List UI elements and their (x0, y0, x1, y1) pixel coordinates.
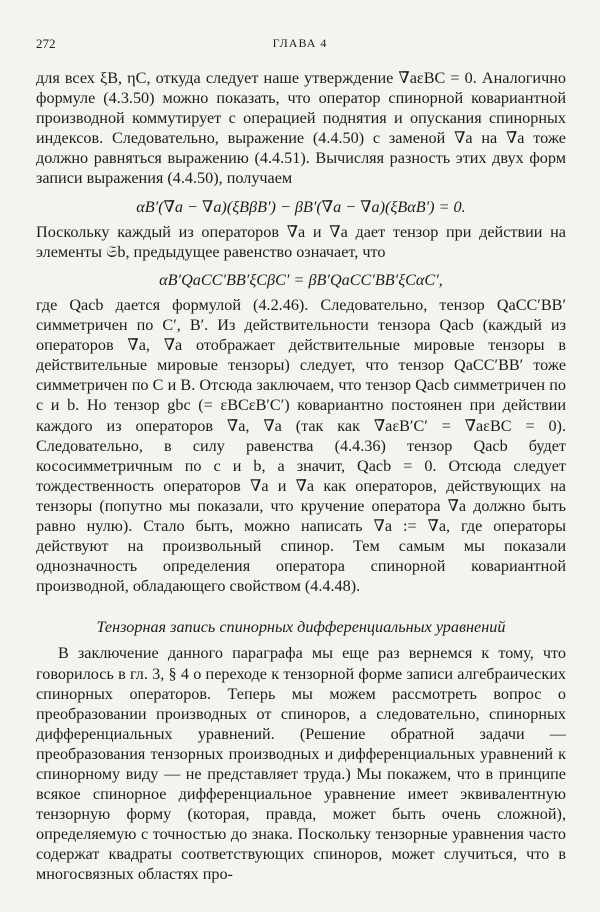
page-body (36, 68, 566, 885)
section-heading: Тензорная запись спинорных дифференциальных уравнений (96, 618, 506, 637)
paragraph: где Qacb дается формулой (4.2.46). Следовательно, тензор QaCC′BB′ симметричен по C′, B′. Из действительности тензора Qacb (каждый из операторов ∇̃a, ∇a отображает действительные мировые тензоры в действительные мировые тензоры) следует, что тензор QaCC′BB′ тоже симметричен по C и B. Отсюда заключаем, что тензор Qacb симметричен по c и b. Но тензор gbc (= εBCεB′C′) ковариантно постоянен при действии каждого из операторов ∇̃a, ∇a (так как ∇̃aεB′C′ = ∇̃aεBC = 0). Следовательно, в силу равенства (4.4.36) тензор Qacb будет кососимметричным по c и b, а значит, Qacb = 0. Отсюда следует тождественность операторов ∇a и ∇̃a как операторов, действующих на тензоры (попутно мы показали, что кручение оператора ∇̃a должно быть равно нулю). Стало быть, можно написать ∇a := ∇̃a, где операторы действуют на произвольный спинор. Тем самым мы показали однозначность определения оператора спинорной ковариантной производной, обладающего свойством (4.4.48). (36, 295, 566, 596)
paragraph: Поскольку каждый из операторов ∇̃a и ∇a дает тензор при действии на элементы 𝔖b, предыдущее равенство означает, что (36, 222, 566, 261)
page-number: 272 (36, 36, 56, 51)
paragraph: В заключение данного параграфа мы еще раз вернемся к тому, что говорилось в гл. 3, § 4 о переходе к тензорной форме записи алгебраических спинорных операторов. Теперь мы можем рассмотреть вопрос о преобразовании производных от спиноров, а следовательно, спинорных дифференциальных уравнений. (Решение обратной задачи — преобразования тензорных производных и дифференциальных уравнений к спинорному виду — не представляет труда.) Мы покажем, что в принципе всякое спинорное дифференциальное уравнение имеет эквивалентную тензорную форму (которая, правда, может быть очень сложной), определяемую с точностью до знака. Поскольку тензорные уравнения часто содержат квадраты соответствующих спиноров, может случиться, что в многосвязных областях про- (36, 644, 566, 884)
equation: αB′(∇̃a − ∇a)(ξBβB′) − βB′(∇̃a − ∇a)(ξBαB′) = 0. (136, 197, 466, 216)
equation: αB′QaCC′BB′ξCβC′ = βB′QaCC′BB′ξCαC′, (159, 270, 443, 289)
chapter-title: ГЛАВА 4 (272, 36, 328, 50)
running-header (36, 36, 564, 56)
paragraph: для всех ξB, ηC, откуда следует наше утверждение ∇̃aεBC = 0. Аналогично формуле (4.3.50) можно показать, что оператор спинорной ковариантной производной коммутирует с операцией поднятия и опускания спинорных индексов. Следовательно, выражение (4.4.50) с заменой ∇a на ∇̃a тоже должно равняться выражению (4.4.51). Вычисляя разность этих двух форм записи выражения (4.4.50), получаем (36, 69, 566, 188)
